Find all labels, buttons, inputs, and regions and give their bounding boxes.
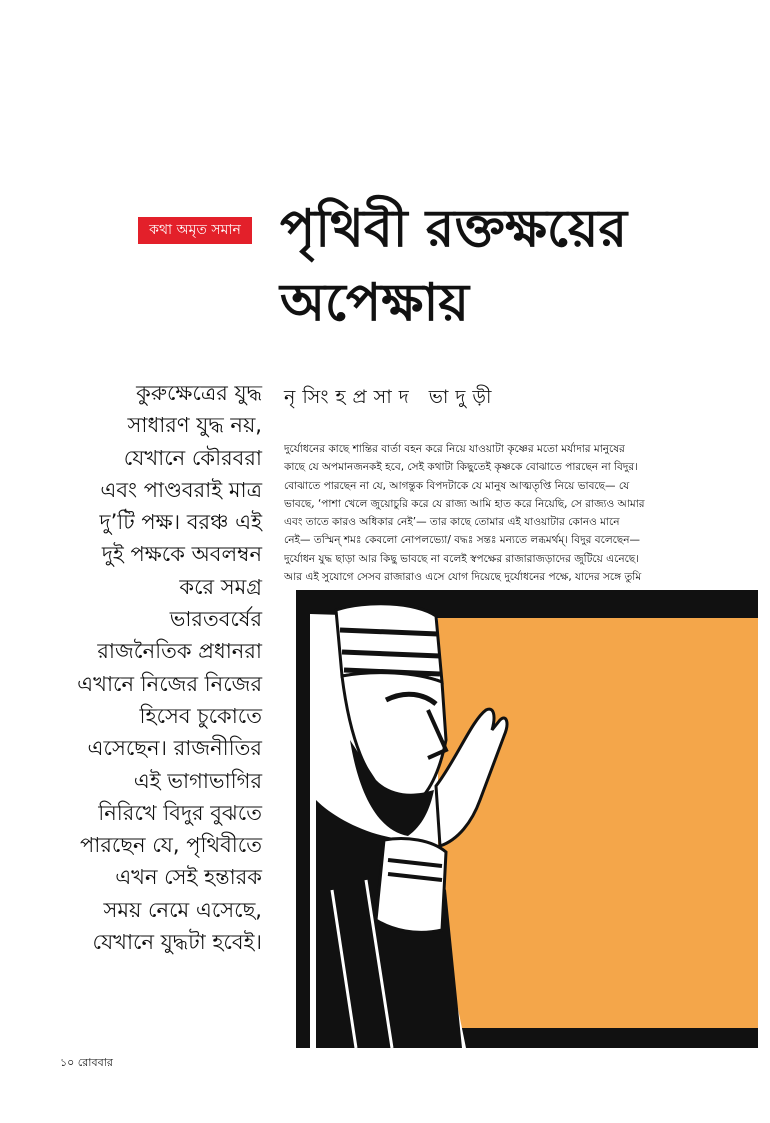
arm-sleeve	[376, 839, 446, 933]
pull-quote-line: কুরুক্ষেত্রের যুদ্ধ	[136, 381, 262, 405]
title-line: পৃথিবী রক্তক্ষয়ের	[280, 199, 628, 259]
pull-quote-line: এখন সেই হন্তারক	[115, 865, 262, 890]
pull-quote-line: যেখানে কৌরবরা	[123, 445, 262, 470]
pull-quote-line: এই ভাগাভাগির	[133, 768, 262, 793]
article-title	[280, 192, 700, 340]
pull-quote-line: নিরিখে বিদুর বুঝতে	[98, 800, 262, 825]
pull-quote-line: সময় নেমে এসেছে,	[103, 897, 262, 922]
illustration-vidura-praying	[296, 590, 758, 1048]
title-line: অপেক্ষায়	[280, 273, 470, 333]
author-byline: নৃসিংহপ্রসাদ ভাদুড়ী	[284, 386, 499, 408]
body-line: দুর্যোধনের কাছে শান্তির বার্তা বহন করে নিয়ে যাওয়াটা কৃষ্ণের মতো মর্যাদার মানুষের	[284, 443, 625, 455]
pull-quote-line: যেখানে যুদ্ধটা হবেই।	[92, 930, 262, 955]
pull-quote-line: পারছেন যে, পৃথিবীতে	[80, 833, 262, 858]
pull-quote	[60, 377, 262, 958]
body-line: দুর্যোধন যুদ্ধ ছাড়া আর কিছু ভাবছে না বলেই স্বপক্ষের রাজারাজড়াদের জুটিয়ে এনেছে।	[284, 552, 639, 565]
body-line: ভাবছে, ‘পাশা খেলে জুয়োচুরি করে যে রাজ্য আমি হাত করে নিয়েছি, সে রাজ্যও আমার	[284, 497, 645, 510]
section-tag: কথা অমৃত সমান	[138, 217, 252, 244]
page-folio: ১০ রোববার	[60, 1056, 113, 1069]
body-line: নেই— তস্মিন্ শমঃ কেবলো নোপলভ্যো/ বদ্ধঃ সন্তঃ মন্যতে লব্ধমর্থম্। বিদুর বলেছেন—	[284, 534, 641, 547]
pull-quote-line: এবং পাণ্ডবরাই মাত্র	[100, 477, 262, 502]
pull-quote-line: এসেছেন। রাজনীতির	[87, 736, 262, 761]
pull-quote-line: হিসেব চুকোতে	[139, 703, 262, 728]
pull-quote-line: রাজনৈতিক প্রধানরা	[97, 639, 262, 664]
pull-quote-line: দুই পক্ষকে অবলম্বন	[101, 542, 262, 567]
body-line: বোঝাতে পারছেন না যে, আগন্তুক বিপদটাকে যে মানুষ আত্মতৃপ্তি নিয়ে ভাবছে— যে	[284, 479, 630, 492]
body-line: কাছে যে অপমানজনকই হবে, সেই কথাটা কিছুতেই কৃষ্ণকে বোঝাতে পারছেন না বিদুর।	[284, 461, 638, 474]
pull-quote-line: দু’টি পক্ষ। বরঞ্চ এই	[99, 510, 262, 535]
pull-quote-line: করে সমগ্র	[179, 574, 262, 599]
body-line: আর এই সুযোগে সেসব রাজারাও এসে যোগ দিয়েছে দুর্যোধনের পক্ষে, যাদের সঙ্গে তুমি	[284, 571, 642, 584]
pull-quote-line: এখানে নিজের নিজের	[77, 671, 262, 696]
pull-quote-line: ভারতবর্ষের	[169, 607, 262, 632]
article-body	[284, 440, 760, 586]
illustration-orange-panel	[438, 618, 758, 1028]
body-line: এবং তাতে কারও অধিকার নেই’— তার কাছে তোমার এই যাওয়াটার কোনও মানে	[284, 516, 620, 529]
pull-quote-line: সাধারণ যুদ্ধ নয়,	[127, 413, 262, 438]
